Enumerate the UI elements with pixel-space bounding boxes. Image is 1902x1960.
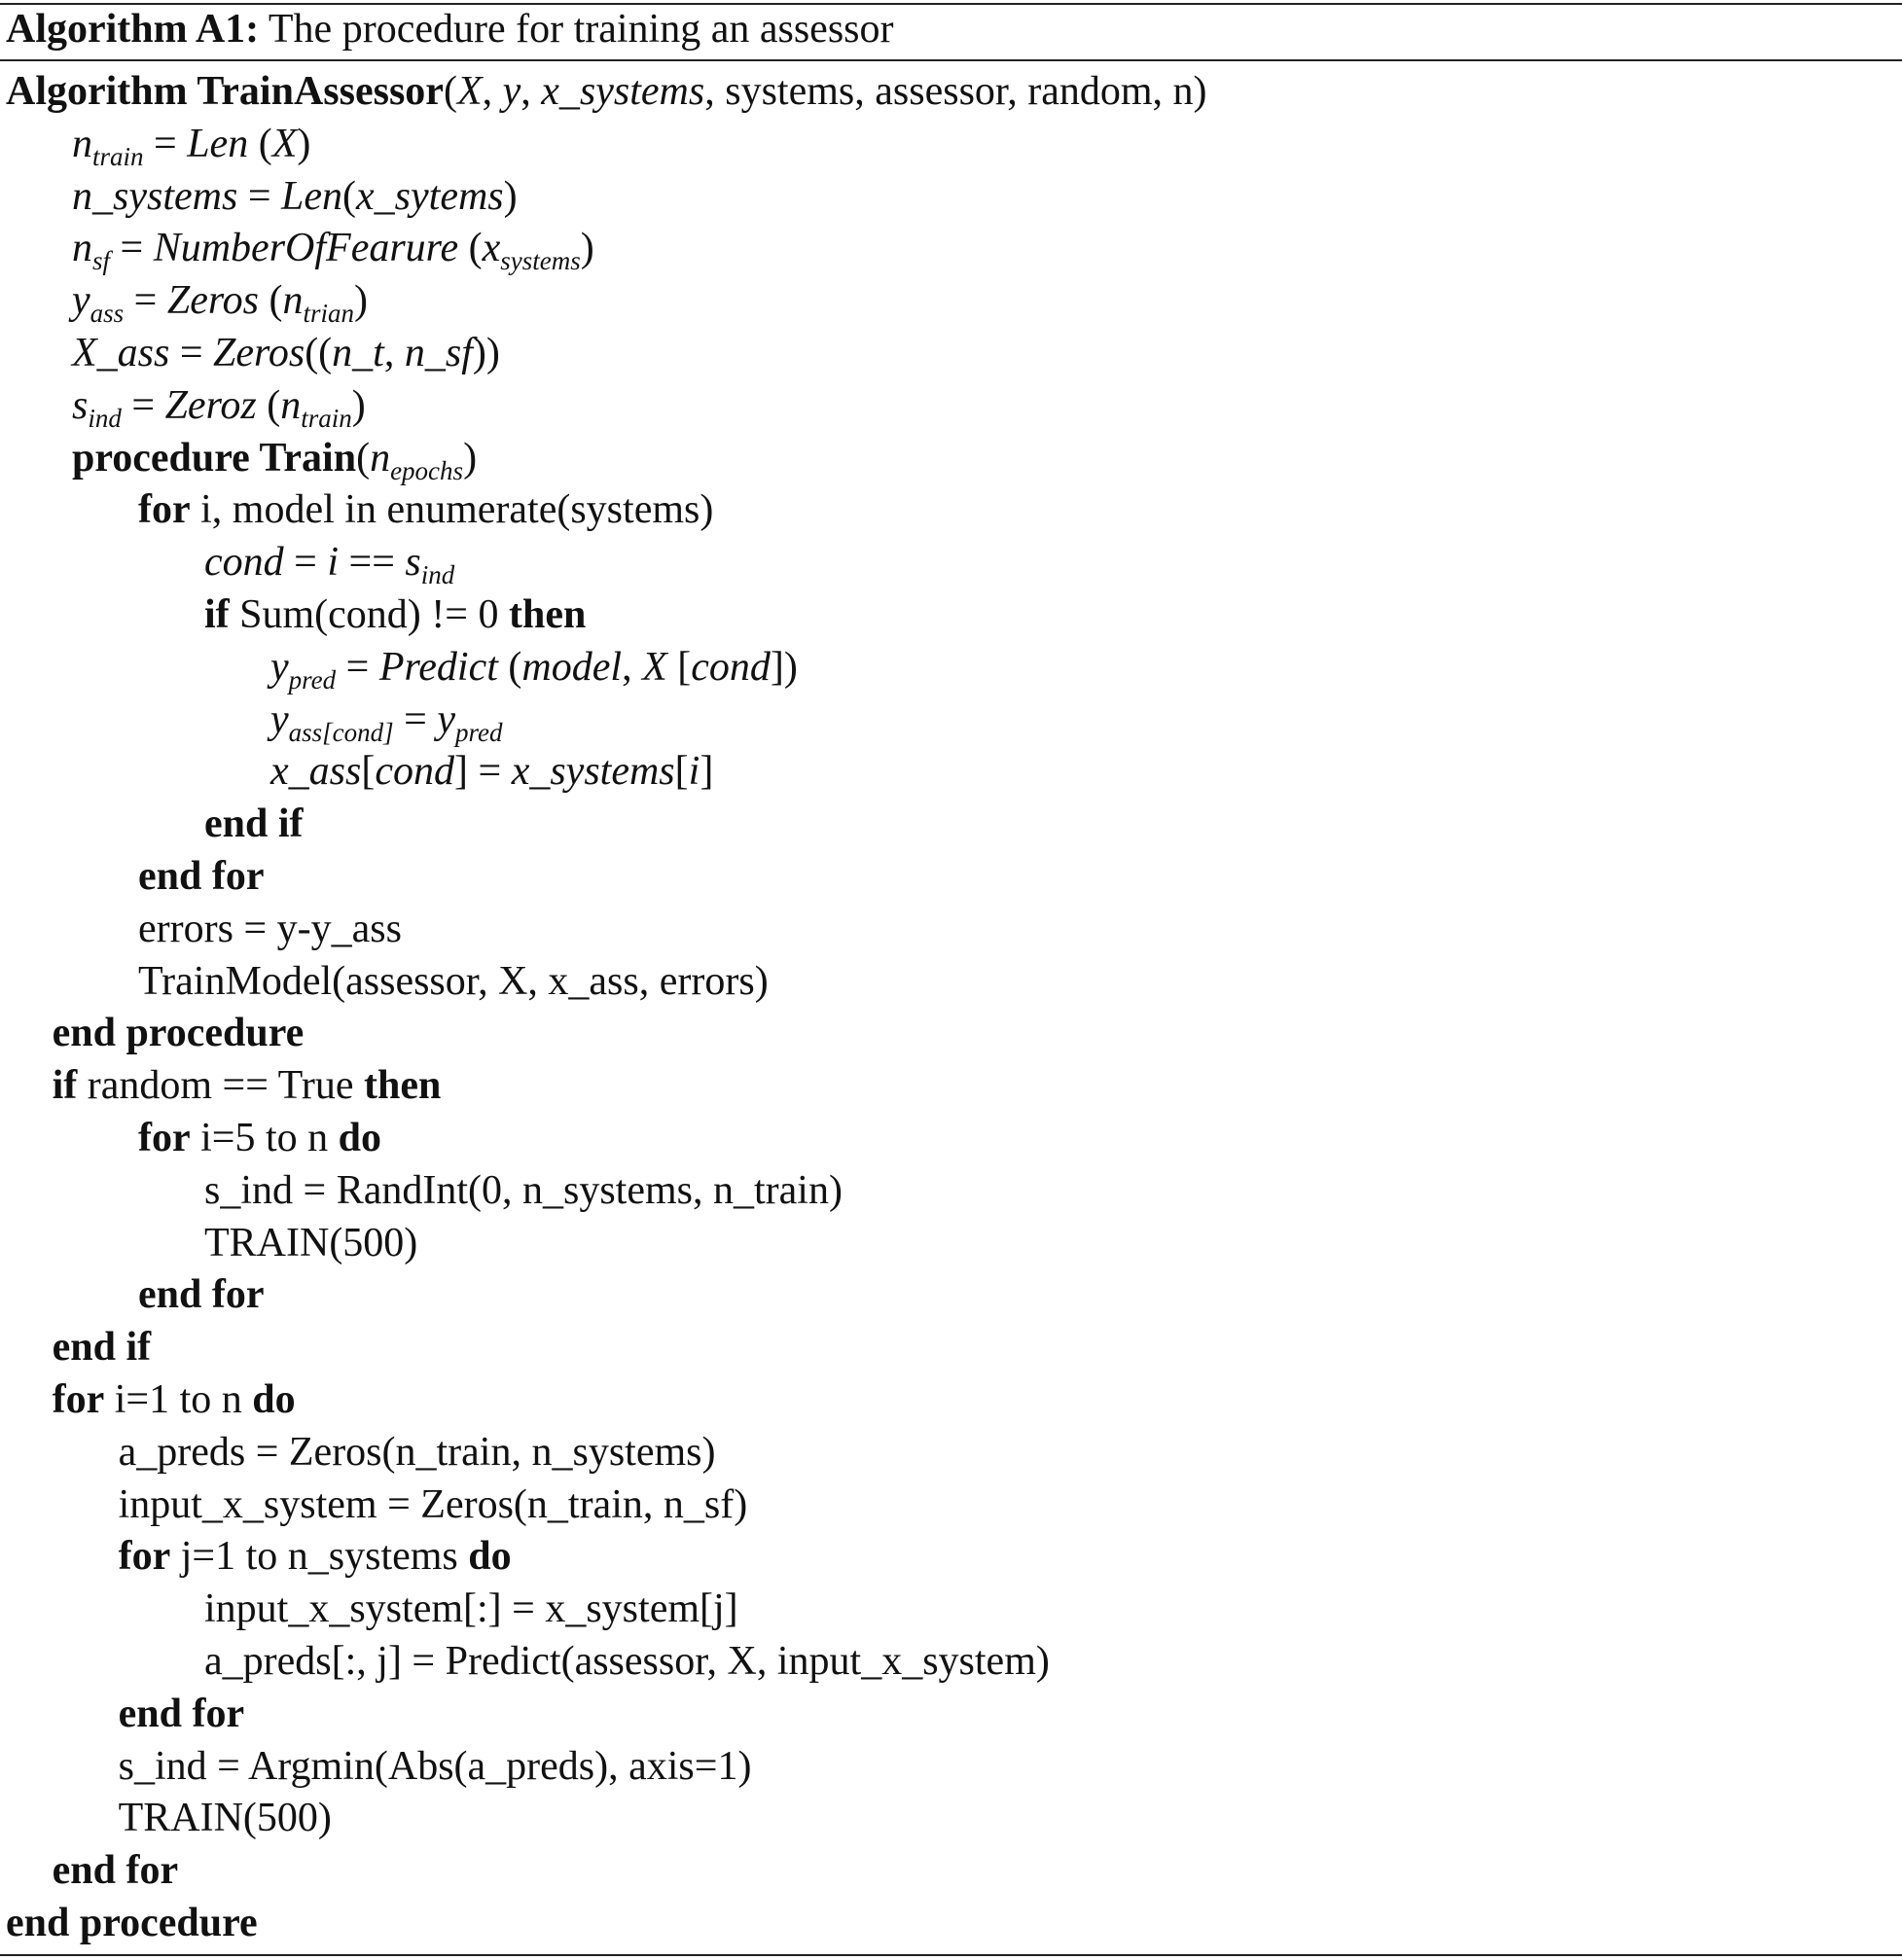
algorithm-line: [6, 65, 1207, 118]
subscript: ind: [88, 403, 122, 433]
code-text: (: [497, 644, 522, 690]
algorithm-line: [270, 694, 503, 746]
subscript: trian: [303, 299, 355, 329]
subscript: train: [301, 403, 352, 433]
code-text: Predict: [378, 644, 498, 690]
subscript: pred: [288, 664, 337, 695]
keyword: for: [138, 487, 191, 533]
code-text: input_x_system[:] = x_system[j]: [204, 1586, 738, 1632]
code-text: random == True: [77, 1063, 364, 1109]
code-text: n_systems: [72, 173, 238, 219]
code-text: )): [472, 331, 500, 375]
code-text: =: [110, 226, 154, 271]
keyword: end for: [138, 854, 265, 899]
algorithm-line: [53, 1059, 442, 1112]
code-text: ,: [520, 69, 542, 114]
algorithm-line: [53, 1844, 179, 1897]
code-text: cond: [375, 749, 454, 795]
code-text: (: [259, 278, 283, 324]
code-text: ]: [700, 749, 714, 795]
algorithm-line: [138, 850, 265, 903]
code-text: cond: [204, 540, 284, 586]
code-text: i, model in enumerate(systems): [190, 487, 714, 533]
keyword: for: [138, 1116, 191, 1160]
code-text: =: [143, 121, 188, 166]
keyword: for: [118, 1534, 171, 1580]
algorithm-line: [119, 1530, 512, 1583]
code-text: Zeros: [213, 331, 305, 375]
code-text: s: [405, 540, 421, 586]
algorithm-line: [119, 1792, 332, 1844]
code-text: ,: [482, 69, 503, 114]
code-text: ((: [305, 331, 333, 375]
code-text: X: [456, 69, 483, 114]
code-text: TRAIN(500): [204, 1220, 418, 1265]
code-text: X: [642, 644, 667, 690]
code-text: n: [282, 278, 304, 324]
code-text: TrainModel(assessor, X, x_ass, errors): [138, 958, 769, 1004]
code-text: n: [72, 226, 92, 271]
code-text: s: [72, 382, 89, 428]
algorithm-line: [72, 379, 366, 432]
algorithm-line: [204, 798, 304, 850]
algorithm-line: [204, 1164, 843, 1217]
code-text: , systems, assessor, random, n): [704, 69, 1207, 114]
code-text: [: [361, 749, 376, 795]
code-text: [: [666, 644, 692, 690]
algorithm-line: [72, 274, 368, 327]
algorithm-line: [72, 432, 477, 484]
code-text: ] =: [454, 749, 512, 795]
code-text: a_preds = Zeros(n_train, n_systems): [118, 1429, 716, 1475]
code-text: =: [237, 173, 282, 219]
code-text: i=5 to n: [190, 1116, 339, 1160]
code-text: (: [256, 382, 281, 428]
keyword: end procedure: [6, 1901, 258, 1945]
algorithm-line: [72, 118, 310, 170]
code-text: ): [463, 435, 478, 481]
code-text: x_systems: [541, 69, 705, 114]
keyword: Algorithm TrainAssessor: [6, 69, 444, 114]
code-text: (: [342, 173, 357, 219]
algorithm-line: [270, 641, 798, 694]
subscript: ind: [420, 560, 455, 590]
code-text: x: [482, 226, 501, 271]
keyword: end procedure: [52, 1011, 305, 1056]
code-text: input_x_system = Zeros(n_train, n_sf): [118, 1481, 748, 1527]
code-text: [: [674, 749, 689, 795]
algorithm-line: [72, 327, 500, 379]
code-text: x_ass: [270, 749, 362, 795]
keyword: end for: [52, 1848, 179, 1894]
code-text: n: [280, 382, 302, 428]
algorithm-line: [138, 903, 402, 955]
code-text: n_sf: [404, 331, 473, 375]
algorithm-line: [204, 1217, 417, 1269]
keyword: if: [204, 592, 230, 637]
algorithm-line: [53, 1007, 305, 1059]
code-text: j=1 to n_systems: [170, 1534, 469, 1580]
code-text: ): [580, 226, 594, 271]
code-text: n: [72, 121, 92, 166]
code-text: ,: [383, 331, 405, 375]
code-text: s_ind = Argmin(Abs(a_preds), axis=1): [118, 1743, 752, 1789]
algorithm-line: [138, 1112, 381, 1164]
code-text: ): [297, 121, 311, 166]
code-text: Len: [281, 173, 343, 219]
keyword: then: [508, 592, 587, 637]
bottom-rule: [0, 1954, 1902, 1956]
algorithm-line: [119, 1740, 752, 1793]
caption-label: Algorithm A1:: [6, 7, 260, 52]
algorithm-line: [138, 955, 769, 1008]
code-text: y: [502, 69, 521, 114]
algorithm-line: [119, 1688, 245, 1740]
algorithm-line: [119, 1426, 716, 1479]
code-text: ]): [770, 644, 798, 690]
keyword: do: [338, 1116, 382, 1160]
subscript: pred: [455, 717, 503, 747]
code-text: s_ind = RandInt(0, n_systems, n_train): [204, 1167, 843, 1213]
code-text: TRAIN(500): [118, 1796, 332, 1841]
algorithm-line: [138, 1268, 265, 1321]
code-text: =: [169, 331, 214, 375]
algorithm-line: [204, 1583, 738, 1635]
code-text: =: [121, 382, 165, 428]
code-text: y: [72, 278, 90, 324]
code-text: i: [327, 540, 340, 586]
keyword: do: [252, 1377, 296, 1422]
subscript: train: [92, 141, 144, 171]
keyword: end for: [138, 1272, 265, 1318]
code-text: a_preds[:, j] = Predict(assessor, X, input_x_system): [204, 1639, 1050, 1684]
algorithm-line: [119, 1479, 748, 1531]
code-text: ): [354, 278, 369, 324]
code-text: model: [521, 644, 623, 690]
code-text: i: [688, 749, 700, 795]
code-text: ==: [339, 540, 406, 586]
algorithm-line: [53, 1321, 152, 1373]
keyword: do: [468, 1534, 512, 1580]
code-text: y: [270, 696, 289, 742]
caption-text: The procedure for training an assessor: [268, 7, 894, 52]
keyword: for: [52, 1377, 105, 1422]
subscript: ass[cond]: [288, 717, 394, 747]
code-text: errors = y-y_ass: [138, 906, 402, 951]
code-text: n: [370, 435, 391, 481]
code-text: X: [271, 121, 298, 166]
code-text: NumberOfFearure: [153, 226, 459, 271]
code-text: (: [458, 226, 483, 271]
algorithm-line: [6, 1897, 258, 1949]
code-text: i=1 to n: [104, 1377, 253, 1422]
code-text: (: [248, 121, 272, 166]
code-text: Len: [187, 121, 249, 166]
algorithm-line: [138, 483, 713, 536]
keyword: if: [52, 1063, 78, 1109]
code-text: y: [270, 644, 289, 690]
code-text: =: [336, 644, 379, 690]
subscript: ass: [90, 299, 125, 329]
code-text: ): [503, 173, 518, 219]
algorithm-line: [270, 745, 713, 798]
code-text: X_ass: [72, 331, 170, 375]
code-text: (: [443, 69, 457, 114]
algorithm-line: [53, 1373, 296, 1426]
code-text: x_systems: [511, 749, 675, 795]
code-text: ): [351, 382, 366, 428]
subscript: sf: [92, 246, 111, 276]
code-text: Zeros: [166, 278, 259, 324]
keyword: end for: [118, 1691, 245, 1736]
algorithm-line: [204, 588, 586, 641]
code-text: =: [393, 696, 438, 742]
keyword: then: [363, 1063, 442, 1109]
subscript: epochs: [390, 455, 464, 485]
code-text: (: [356, 435, 371, 481]
code-text: y: [437, 696, 456, 742]
code-text: Zeroz: [164, 382, 257, 428]
code-text: Sum(cond) != 0: [229, 592, 509, 637]
algorithm-line: [72, 222, 594, 274]
code-text: =: [283, 540, 328, 586]
keyword: end if: [52, 1325, 152, 1371]
algorithm-line: [204, 536, 454, 588]
keyword: procedure Train: [72, 435, 357, 481]
algorithm-line: [72, 170, 518, 223]
subscript: systems: [500, 246, 581, 276]
code-text: cond: [691, 644, 771, 690]
code-text: n_t: [332, 331, 384, 375]
code-text: x_sytems: [356, 173, 504, 219]
keyword: end if: [204, 802, 304, 847]
code-text: ,: [622, 644, 643, 690]
code-text: =: [124, 278, 167, 324]
algorithm-line: [204, 1635, 1050, 1688]
